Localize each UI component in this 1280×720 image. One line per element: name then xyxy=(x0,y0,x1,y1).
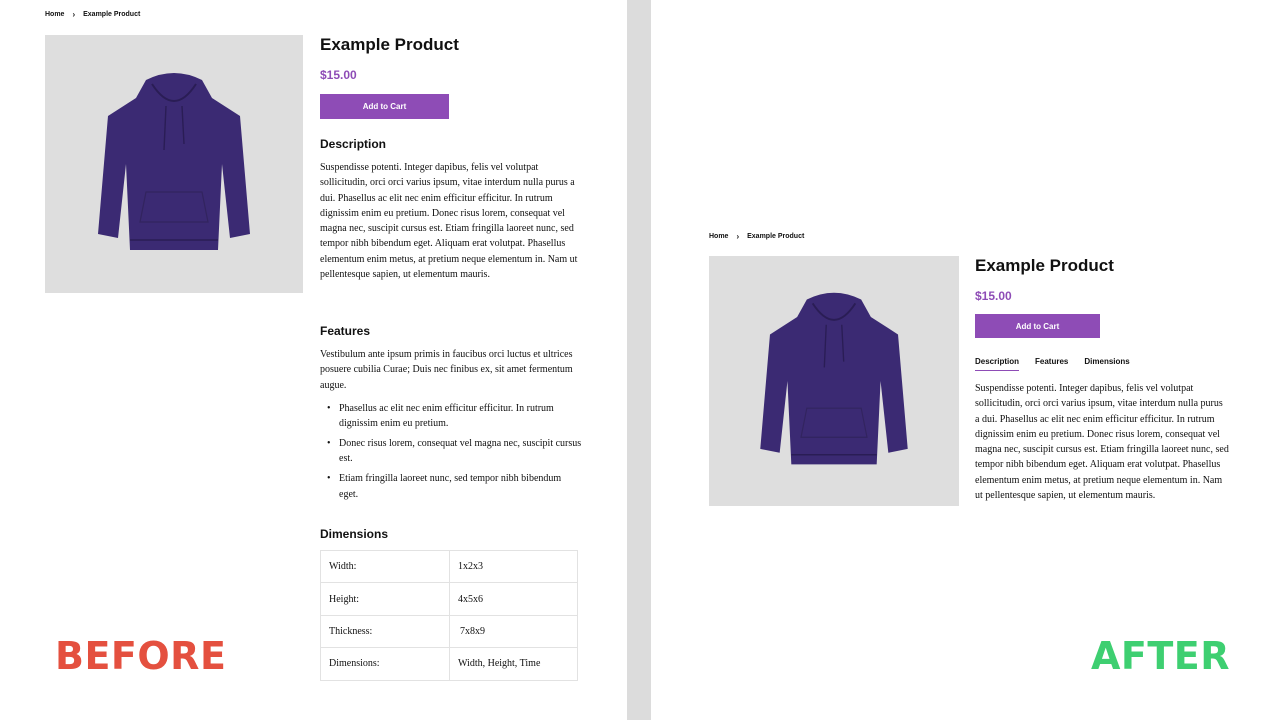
breadcrumb-home-link[interactable]: Home xyxy=(45,11,65,18)
features-text: Vestibulum ante ipsum primis in faucibus orci luctus et ultrices posuere cubilia Curae; Duis nec finibus ex, sit amet fermentum augue. xyxy=(320,349,573,391)
table-cell-value: 7x8x9 xyxy=(450,615,578,647)
add-to-cart-button[interactable]: Add to Cart xyxy=(975,314,1100,338)
features-list xyxy=(320,401,582,507)
table-row xyxy=(321,615,578,647)
table-cell-key: Dimensions: xyxy=(321,648,450,680)
product-tabs xyxy=(975,357,1146,371)
product-image xyxy=(709,256,959,506)
features-heading: Features xyxy=(320,324,371,338)
breadcrumb-home-link[interactable]: Home xyxy=(709,233,729,240)
description-heading: Description xyxy=(320,137,387,151)
dimensions-table xyxy=(320,550,578,681)
breadcrumb xyxy=(709,233,804,240)
tab-description[interactable]: Description xyxy=(975,357,1019,371)
product-title: Example Product xyxy=(320,35,459,54)
table-cell-value: Width, Height, Time xyxy=(450,648,578,680)
table-cell-key: Width: xyxy=(321,551,450,583)
after-panel xyxy=(651,0,1280,720)
description-text: Suspendisse potenti. Integer dapibus, felis vel volutpat sollicitudin, orci orci varius ipsum, vitae interdum nulla purus a dui. Phasellus ac elit nec enim efficitur efficitur. In rutrum dignissim enim eu pretium. Donec risus lorem, consequat vel magna nec, suscipit cursus est. Etiam fringilla laoreet nunc, sed tempor nibh bibendum eget. Aliquam erat volutpat. Phasellus elementum enim metus, at pretium neque elementum in. Nam ut pellentesque sapien, ut elementum mauris. xyxy=(975,383,1229,502)
table-cell-key: Height: xyxy=(321,583,450,615)
breadcrumb-current: Example Product xyxy=(83,11,141,18)
dimensions-heading: Dimensions xyxy=(320,527,389,541)
before-label: BEFORE xyxy=(55,634,227,678)
product-price: $15.00 xyxy=(975,289,1012,303)
table-row xyxy=(321,583,578,615)
breadcrumb-current: Example Product xyxy=(747,233,805,240)
chevron-right-icon: › xyxy=(736,232,740,241)
add-to-cart-button[interactable]: Add to Cart xyxy=(320,94,449,119)
table-cell-value: 4x5x6 xyxy=(450,583,578,615)
list-item: • Etiam fringilla laoreet nunc, sed tempor nibh bibendum eget. xyxy=(320,471,582,502)
hoodie-image xyxy=(756,284,912,478)
list-item: • Phasellus ac elit nec enim efficitur efficitur. In rutrum dignissim enim eu pretium. xyxy=(320,401,582,432)
product-image xyxy=(45,35,303,293)
after-label: AFTER xyxy=(1091,634,1231,678)
description-text: Suspendisse potenti. Integer dapibus, felis vel volutpat sollicitudin, orci orci varius ipsum, vitae interdum nulla purus a dui. Phasellus ac elit nec enim efficitur efficitur. In rutrum dignissim enim eu pretium. Donec risus lorem, consequat vel magna nec, suscipit cursus est. Etiam fringilla laoreet nunc, sed tempor nibh bibendum eget. Aliquam erat volutpat. Phasellus elementum enim metus, at pretium neque elementum in. Nam ut pellentesque sapien, ut elementum mauris. xyxy=(320,162,578,281)
product-title: Example Product xyxy=(975,256,1114,275)
before-panel xyxy=(0,0,627,720)
product-price: $15.00 xyxy=(320,68,357,82)
table-row xyxy=(321,551,578,583)
list-item: • Donec risus lorem, consequat vel magna nec, suscipit cursus est. xyxy=(320,436,582,467)
table-cell-key: Thickness: xyxy=(321,615,450,647)
tab-dimensions[interactable]: Dimensions xyxy=(1084,357,1130,366)
table-row xyxy=(321,648,578,680)
hoodie-image xyxy=(94,64,254,264)
tab-features[interactable]: Features xyxy=(1035,357,1069,366)
table-cell-value: 1x2x3 xyxy=(450,551,578,583)
breadcrumb xyxy=(45,11,140,18)
chevron-right-icon: › xyxy=(72,10,76,19)
